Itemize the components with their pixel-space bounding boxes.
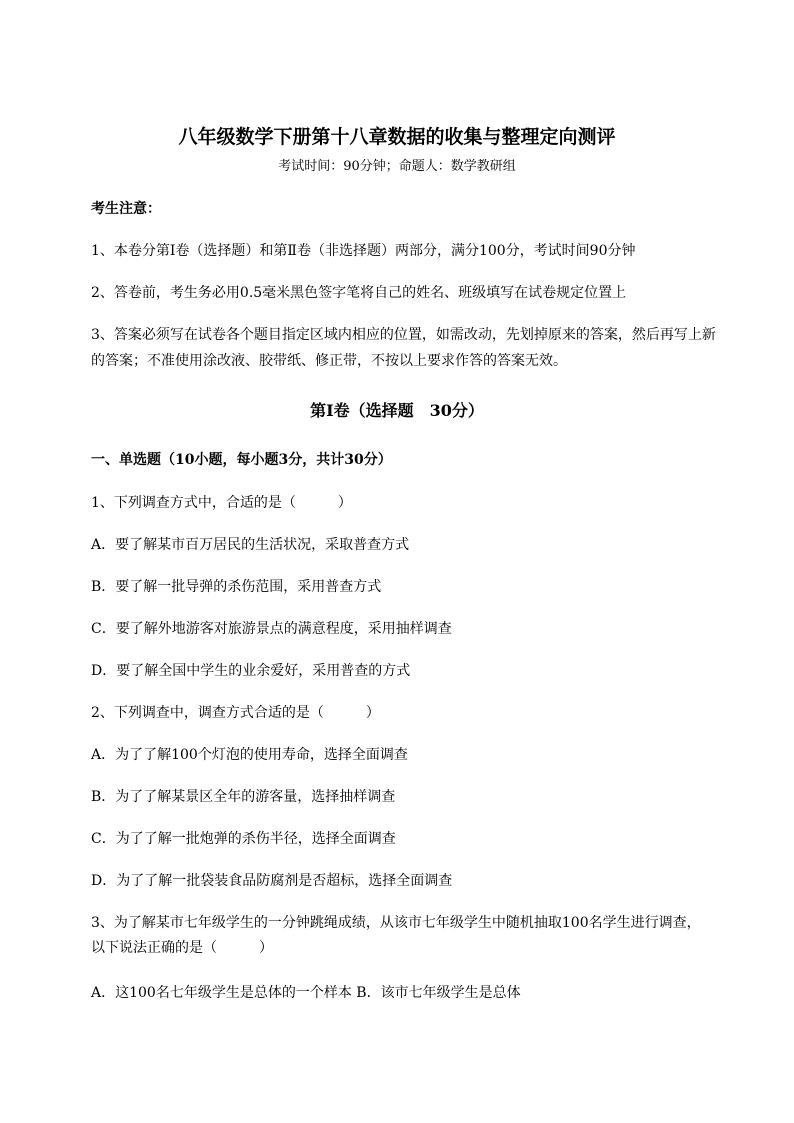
question-1-option-a: A．要了解某市百万居民的生活状况，采取普查方式 (91, 537, 410, 553)
question-2-option-a: A．为了了解100个灯泡的使用寿命，选择全面调查 (91, 747, 408, 763)
question-1-option-d: D．要了解全国中学生的业余爱好，采用普查的方式 (91, 663, 411, 679)
part1-title: 第Ⅰ卷（选择题 30分） (310, 401, 484, 420)
question-2-option-c: C．为了了解一批炮弹的杀伤半径，选择全面调查 (91, 831, 396, 847)
page-subtitle: 考试时间：90分钟；命题人：数学教研组 (278, 159, 516, 174)
question-1-option-c: C．要了解外地游客对旅游景点的满意程度，采用抽样调查 (91, 621, 452, 637)
question-2-option-b: B．为了了解某景区全年的游客量，选择抽样调查 (91, 789, 396, 805)
notice-item-1: 1、本卷分第Ⅰ卷（选择题）和第Ⅱ卷（非选择题）两部分，满分100分，考试时间90分钟 (91, 243, 636, 259)
question-2-stem: 2、下列调查中，调查方式合适的是（ ） (91, 705, 380, 721)
question-1-stem: 1、下列调查方式中，合适的是（ ） (91, 495, 352, 511)
question-1-option-b: B．要了解一批导弹的杀伤范围，采用普查方式 (91, 579, 382, 595)
notice-item-3-cont: 的答案；不准使用涂改液、胶带纸、修正带，不按以上要求作答的答案无效。 (91, 353, 567, 369)
page-title: 八年级数学下册第十八章数据的收集与整理定向测评 (178, 126, 616, 148)
notice-item-3: 3、答案必须写在试卷各个题目指定区域内相应的位置，如需改动，先划掉原来的答案，然后再写上新 (91, 327, 716, 343)
section-heading: 一、单选题（10小题，每小题3分，共计30分） (91, 452, 392, 468)
question-3-stem: 3、为了解某市七年级学生的一分钟跳绳成绩，从该市七年级学生中随机抽取100名学生进行调查， (91, 915, 701, 931)
question-2-option-d: D．为了了解一批袋装食品防腐剂是否超标，选择全面调查 (91, 873, 453, 889)
question-3-stem-cont: 以下说法正确的是（ ） (91, 940, 273, 956)
notice-heading: 考生注意： (91, 201, 161, 217)
question-3-option-ab: A．这100名七年级学生是总体的一个样本 B．该市七年级学生是总体 (91, 985, 521, 1001)
notice-item-2: 2、答卷前，考生务必用0.5毫米黑色签字笔将自己的姓名、班级填写在试卷规定位置上 (91, 285, 627, 301)
